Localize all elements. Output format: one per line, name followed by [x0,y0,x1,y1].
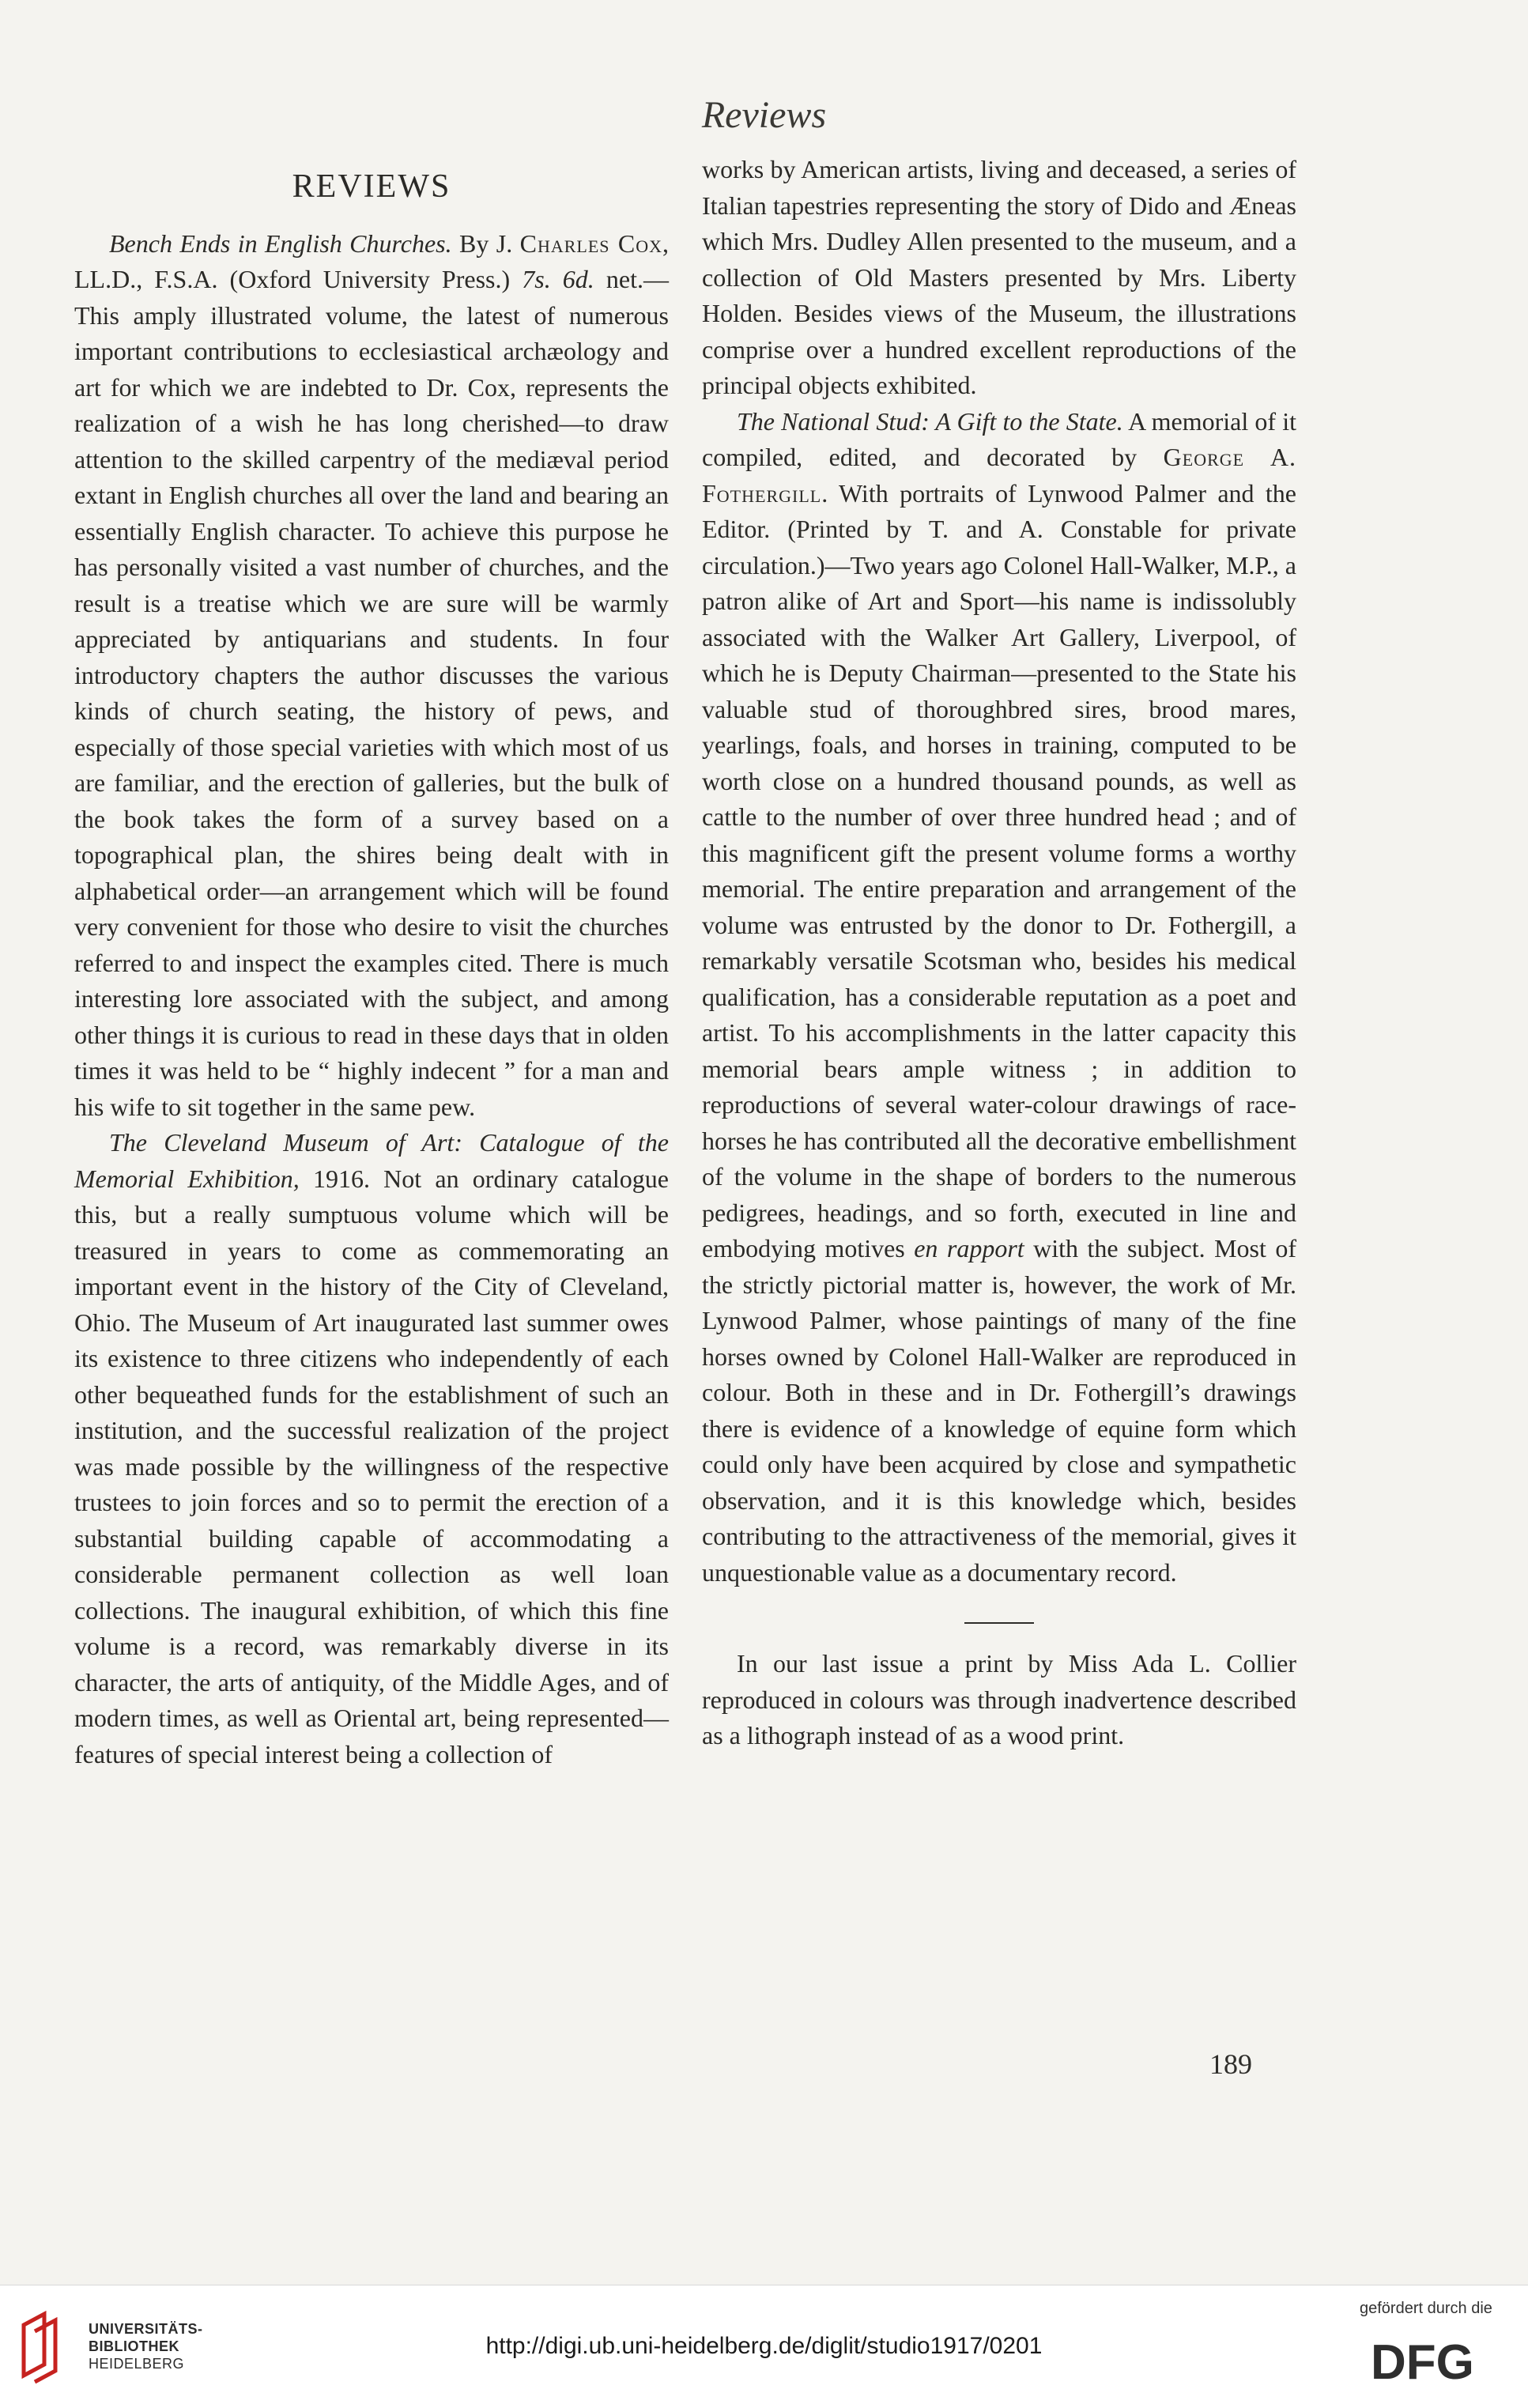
author-name: Charles Cox [519,228,663,258]
review-text: , LL.D., F.S.A. (Oxford University Press.) [74,228,670,293]
book-title: Bench Ends in English Churches. [109,228,452,258]
permalink-url[interactable]: http://digi.ub.uni-heidelberg.de/diglit/studio1917/0201 [485,2333,1043,2359]
erratum-note: In our last issue a print by Miss Ada L. Collier reproduced in colours was through inadvertence described as a lithograph instead of as a wood print. [702,1649,1296,1749]
review-body: with the subject. Most of the strictly pictorial matter is, however, the work of Mr. Lynwood Palmer, whose paintings of many of the fine horses owned by Colonel Hall-Walker are reproduced in colour. Both in these and in Dr. Fothergill’s drawings there is evidence of a knowledge of equine form which could only have been acquired by close and sympathetic observation, and it is this knowledge which, besides contributing to the attractiveness of the memorial, gives it unquestionable value as a documentary record. [702,1234,1297,1587]
right-column [702,152,1296,1754]
review-national-stud [702,404,1296,1591]
dfg-logo-text: DFG [1371,2335,1474,2388]
dfg-logo-icon [1368,2333,1510,2392]
running-head: Reviews [701,94,827,136]
review-cleveland-museum [74,1125,669,1772]
viewer-footer [0,2285,1528,2408]
review-bench-ends [74,226,669,1126]
review-text: By J. [451,228,520,258]
section-divider [964,1622,1034,1624]
library-line: BIBLIOTHEK [89,2338,179,2354]
review-continuation: works by American artists, living and deceased, a series of Italian tapestries representing the story of Dido and Æneas which Mrs. Dudley Allen presented to the museum, and a collection of Old Masters presented by Mrs. Liberty Holden. Besides views of the Museum, the illustrations comprise over a hundred excellent reproductions of the principal objects exhibited. [702,155,1296,399]
review-body: 1916. Not an ordinary catalogue this, but a really sumptuous volume which will be treasured in years to come as commemorating an important event in the history of the City of Cleveland, Ohio. The Museum of Art inaugurated last summer owes its existence to three citizens who independently of each other bequeathed funds for the establishment of such an institution, and the successful realization of the project was made possible by the willingness of the respective trustees to join forces and so to permit the erection of a substantial building capable of accommodating a considerable permanent collection as well loan collections. The inaugural exhibition, of which this fine volume is a record, was remarkably diverse in its character, the arts of antiquity, of the Middle Ages, and of modern times, as well as Oriental art, being represented—features of special interest being a collection of [74,1164,670,1768]
review-body: net.—This amply illustrated volume, the latest of numerous important contributions to ecclesiastical archæology and art for which we are indebted to Dr. Cox, represents the realization of a wish he has long cherished—to draw attention to the skilled carpentry of the mediæval period extant in English churches all over the land and bearing an essentially English character. To achieve this purpose he has personally visited a vast number of churches, and the result is a treatise which we are sure will be warmly appreciated by antiquarians and students. In four introductory chapters the author discusses the various kinds of church seating, the history of pews, and especially of those special varieties with which most of us are familiar, and the erection of galleries, but the bulk of the book takes the form of a survey based on a topographical plan, the shires being dealt with in alphabetical order—an arrangement which will be found very convenient for those who desire to visit the churches referred to and inspect the examples cited. There is much interesting lore associated with the subject, and among other things it is curious to read in these days that in olden times it was held to be “ highly indecent ” for a man and his wife to sit together in the same pew. [74,265,670,1121]
author-name: George A. Fothergill [702,443,1297,508]
library-line: UNIVERSITÄTS- [89,2321,203,2337]
library-line: HEIDELBERG [89,2356,185,2372]
page-number: 189 [1209,2048,1252,2080]
review-body: . With portraits of Lynwood Palmer and the Editor. (Printed by T. and A. Constable for private circulation.)—Two years ago Colonel Hall-Walker, M.P., a patron alike of Art and Sport—his name is indissolubly associated with the Walker Art Gallery, Liverpool, of which he is Deputy Chairman—presented to the State his valuable stud of thoroughbred sires, brood mares, yearlings, foals, and horses in training, computed to be worth close on a hundred thousand pounds, as well as cattle to the number of over three hundred head ; and of this magnificent gift the present volume forms a worthy memorial. The entire preparation and arrangement of the volume was entrusted by the donor to Dr. Fothergill, a remarkably versatile Scotsman who, besides his medical qualification, has a considerable reputation as a poet and artist. To his accomplishments in the latter capacity this memorial bears ample witness ; in addition to reproductions of several water-colour drawings of race-horses he has contributed all the decorative embellishment of the volume in the shape of borders to the numerous pedigrees, headings, and so forth, executed in line and embodying motives [702,478,1296,1263]
funding-note: gefördert durch die [1360,2300,1492,2317]
section-heading: REVIEWS [292,168,451,205]
book-title: The National Stud: A Gift to the State. [737,406,1123,436]
price: 7s. 6d. [522,265,594,293]
left-column [74,152,669,1772]
review-text: A memorial of it compiled, edited, and decorated by [702,406,1297,471]
foreign-phrase: en rapport [914,1234,1024,1263]
book-title: The Cleveland Museum of Art: Catalogue of the Memorial Exhibition, [74,1128,669,1193]
